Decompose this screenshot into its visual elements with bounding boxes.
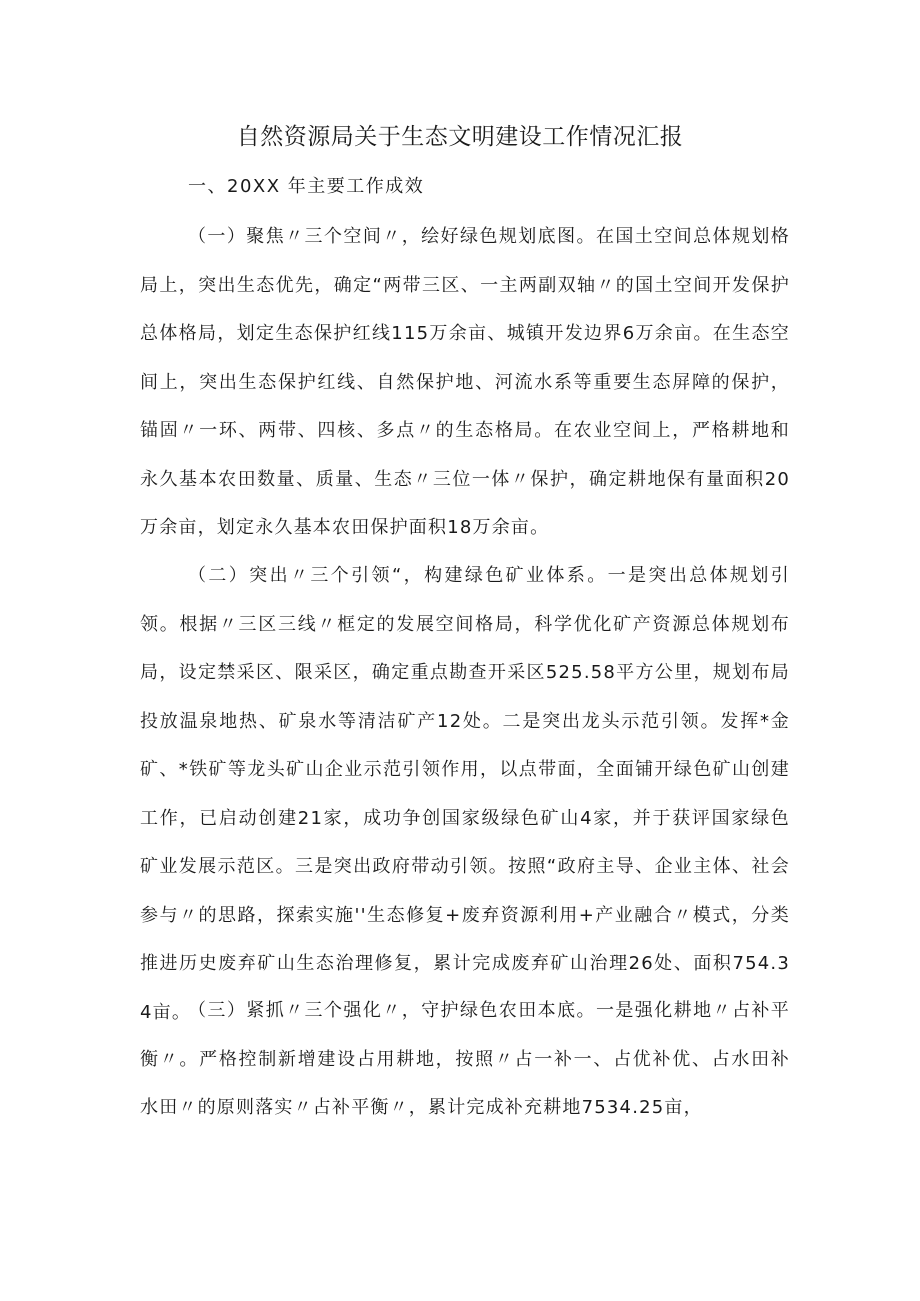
paragraph-farmland: （三）紧抓〃三个强化〃，守护绿色农田本底。一是强化耕地〃占补平衡〃。严格控制新增建设占用耕地，按照〃占一补一、占优补优、占水田补水田〃的原则落实〃占补平衡〃，累计完成补充耕地7534.25亩， [140, 1000, 790, 1118]
paragraph-mining: （二）突出〃三个引领“，构建绿色矿业体系。一是突出总体规划引领。根据〃三区三线〃框定的发展空间格局，科学优化矿产资源总体规划布局，设定禁采区、限采区，确定重点勘查开采区525.58平方公里，规划布局投放温泉地热、矿泉水等清洁矿产12处。二是突出龙头示范引领。发挥*金矿、*铁矿等龙头矿山企业示范引领作用，以点带面，全面铺开绿色矿山创建工作，已启动创建21家，成功争创国家级绿色矿山4家，并于获评国家绿色矿业发展示范区。三是突出政府带动引领。按照“政府主导、企业主体、社会参与〃的思路，探索实施''生态修复+废弃资源利用+产业融合〃模式，分类推进历史废弃矿山生态治理修复，累计完成废弃矿山治理26处、面积754.34亩。 [140, 565, 790, 1023]
paragraph-spaces: （一）聚焦〃三个空间〃，绘好绿色规划底图。在国土空间总体规划格局上，突出生态优先，确定“两带三区、一主两副双轴〃的国土空间开发保护总体格局，划定生态保护红线115万余亩、城镇开发边界6万余亩。在生态空间上，突出生态保护红线、自然保护地、河流水系等重要生态屏障的保护，锚固〃一环、两带、四核、多点〃的生态格局。在农业空间上，严格耕地和永久基本农田数量、质量、生态〃三位一体〃保护，确定耕地保有量面积20万余亩，划定永久基本农田保护面积18万余亩。 [140, 226, 790, 538]
document-title: 自然资源局关于生态文明建设工作情况汇报 [236, 124, 684, 150]
section-heading: 一、20XX 年主要工作成效 [188, 176, 425, 197]
